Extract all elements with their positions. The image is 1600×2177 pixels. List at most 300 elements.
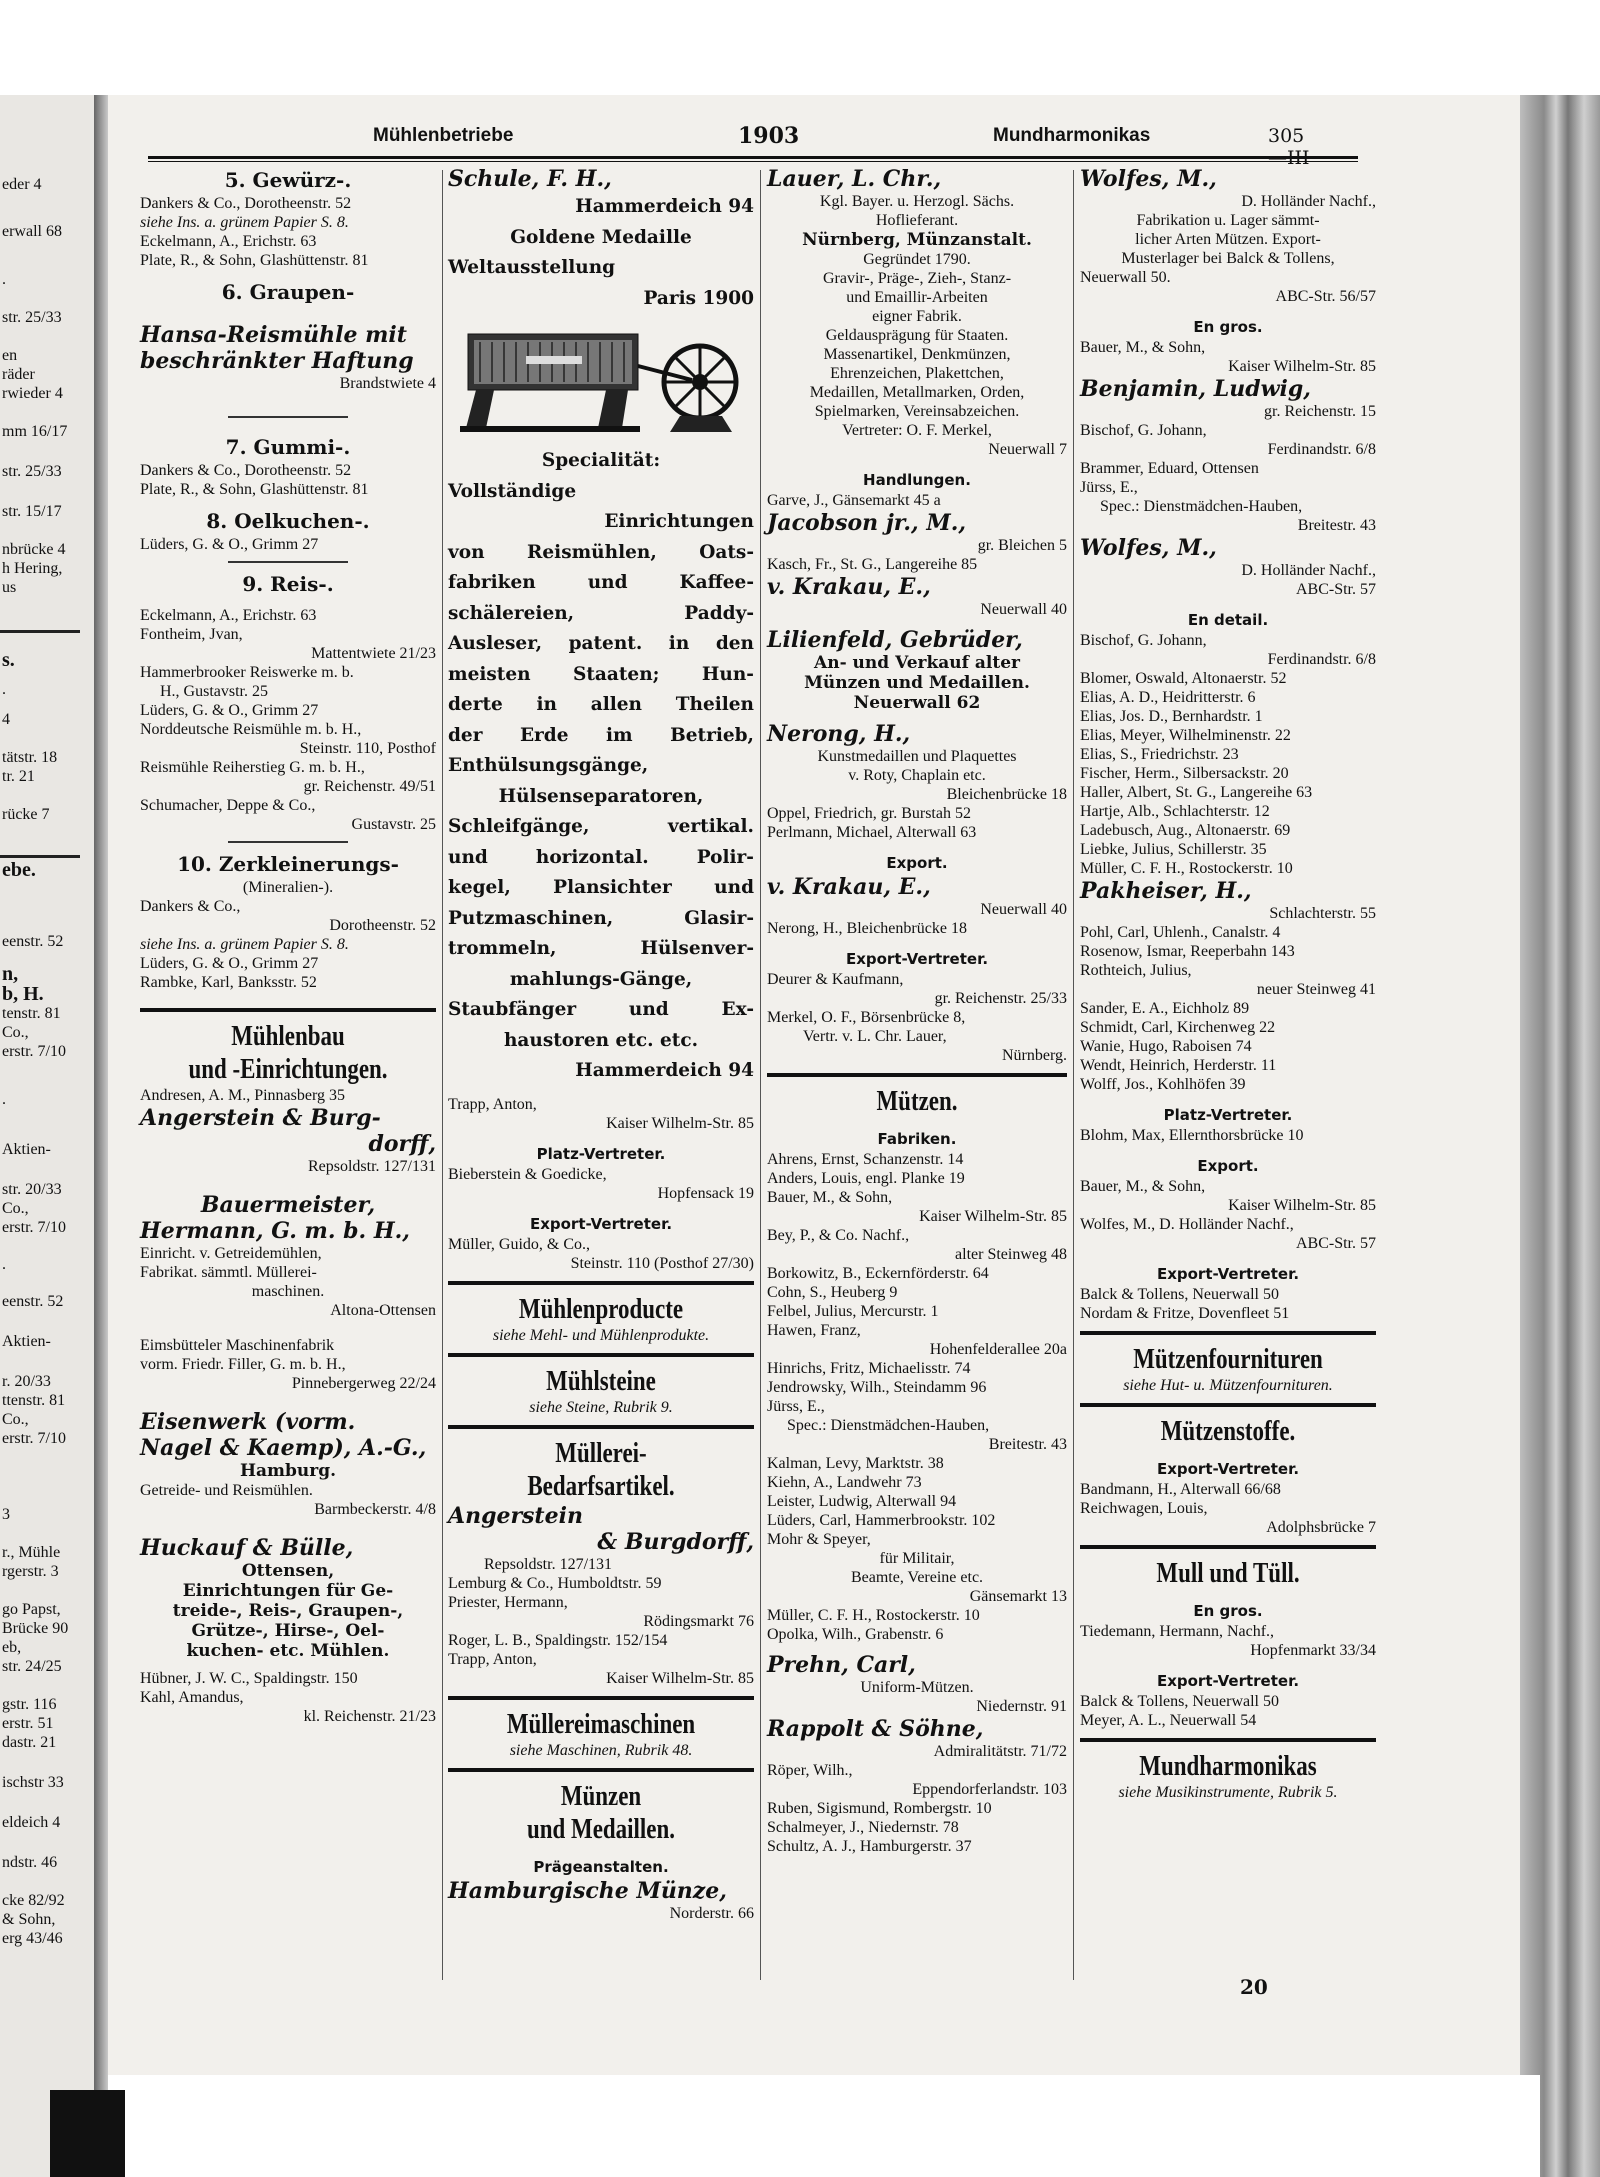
entry-line: Reismühle Reiherstieg G. m. b. H., [140,759,365,776]
entry-note: Musterlager bei Balck & Tollens, [1121,250,1335,267]
entry-address: Dorotheenstr. 52 [329,917,436,934]
entry-line: Priester, Hermann, [448,1593,568,1611]
advert-line: trommeln, Hülsenver- [448,938,754,959]
firm-name: & Burgdorff, [597,1528,754,1555]
previous-page-text: Aktien- [2,1333,51,1350]
spacer [140,598,436,606]
entry-line: Kahl, Amandus, [140,1689,244,1706]
column-2 [448,166,754,1923]
entry-line: Dankers & Co., Dorotheenstr. 52 [140,462,352,479]
firm-advert-line: Einrichtungen für Ge- [182,1581,394,1601]
firm-name: Benjamin, Ludwig, [1080,376,1311,402]
firm-advert-line: Nürnberg, Münzanstalt. [802,230,1032,250]
entry-address: gr. Reichenstr. 49/51 [303,778,436,795]
previous-page-text: . [2,1091,6,1108]
entry-line: Brammer, Eduard, Ottensen [1080,460,1259,477]
previous-page-text: 4 [2,711,10,728]
subsection-heading: Export-Vertreter. [1156,1672,1300,1690]
entry-line: Getreide- und Reismühlen. [140,1482,313,1499]
entry-line: Rosenow, Ismar, Reeperbahn 143 [1080,943,1295,960]
entry-line: Balck & Tollens, Neuerwall 50 [1080,1693,1279,1710]
previous-page-text: str. 25/33 [2,309,62,326]
entry-line: Hartje, Alb., Schlachterstr. 12 [1080,803,1270,820]
advert-line: von Reismühlen, Oats- [448,541,754,563]
subsection-heading: Export-Vertreter. [1156,1460,1300,1478]
rule [767,1073,1067,1077]
entry-line: Plate, R., & Sohn, Glashüttenstr. 81 [140,481,369,498]
entry-line: Bischof, G. Johann, [1080,632,1207,649]
subsection-heading: Export-Vertreter. [529,1214,673,1233]
previous-page-text: tenstr. 81 [2,1005,61,1022]
subsection-heading: Platz-Vertreter. [536,1144,666,1163]
entry-note: Gravir-, Präge-, Zieh-, Stanz- [822,270,1012,287]
firm-name: Prehn, Carl, [767,1652,916,1678]
entry-note: Hoflieferant. [875,212,959,229]
header-left: Mühlenbetriebe [373,125,514,146]
previous-page-text: s. [2,649,15,671]
cross-reference: siehe Ins. a. grünem Papier S. 8. [140,214,349,231]
page-fold [94,95,108,2177]
entry-line: Bandmann, H., Alterwall 66/68 [1080,1481,1281,1498]
entry-line: Bieberstein & Goedicke, [448,1165,607,1183]
entry-line: Kiehn, A., Landwehr 73 [767,1474,922,1491]
entry-line: Eimsbütteler Maschinenfabrik [140,1337,335,1354]
entry-address: gr. Reichenstr. 25/33 [934,990,1067,1007]
previous-page-text: erstr. 51 [2,1715,54,1732]
entry-line: Fontheim, Jvan, [140,626,243,643]
category-heading: Müllerei- [555,1437,647,1469]
entry-address: Rödingsmarkt 76 [643,1612,754,1630]
firm-name: v. Krakau, E., [767,574,931,600]
entry-note: Geldausprägung für Staaten. [825,327,1009,344]
previous-page-text: str. 15/17 [2,503,62,520]
entry-address: Ferdinandstr. 6/8 [1267,651,1376,668]
advert-line: Vollständige [448,480,577,502]
entry-address: ABC-Str. 56/57 [1275,288,1376,305]
entry-line: Mohr & Speyer, [767,1531,871,1548]
previous-page-text: erstr. 7/10 [2,1430,66,1447]
entry-line: Roger, L. B., Spaldingstr. 152/154 [448,1631,668,1649]
below-page-area [108,2075,1540,2177]
entry-line: Wendt, Heinrich, Herderstr. 11 [1080,1057,1277,1074]
entry-address: Breitestr. 43 [1297,517,1376,534]
entry-line: Perlmann, Michael, Alterwall 63 [767,824,977,841]
entry-address: Admiralitätstr. 71/72 [933,1743,1067,1760]
entry-address: kl. Reichenstr. 21/23 [303,1708,436,1725]
rule [228,416,348,418]
entry-line: Rothteich, Julius, [1080,962,1192,979]
column-divider [442,170,443,1980]
spacer [140,270,436,278]
entry-line: Lüders, Carl, Hammerbrookstr. 102 [767,1512,996,1529]
header-right: Mundharmonikas [993,125,1151,146]
advert-line: Ausleser, patent. in den [448,633,754,654]
entry-address: Schlachterstr. 55 [1269,905,1376,922]
entry-address: Kaiser Wilhelm-Str. 85 [606,1114,754,1132]
entry-line: Eckelmann, A., Erichstr. 63 [140,607,317,624]
entry-address: Hopfensack 19 [657,1184,754,1202]
previous-page-text: ischstr 33 [2,1774,64,1791]
advert-line: meisten Staaten; Hun- [448,663,754,685]
entry-line: Trapp, Anton, [448,1650,537,1668]
entry-address: Kaiser Wilhelm-Str. 85 [1228,1197,1376,1214]
category-heading: Mühlsteine [546,1365,656,1397]
advert-line: haustoren etc. etc. [503,1029,699,1051]
entry-line: Vertr. v. L. Chr. Lauer, [803,1028,947,1045]
entry-line: Lüders, G. & O., Grimm 27 [140,955,319,972]
cross-reference: siehe Hut- u. Mützenfournituren. [1123,1377,1333,1394]
entry-note: für Militair, [879,1550,955,1567]
category-heading: Mühlenbau [231,1021,345,1052]
firm-name: Bauermeister, [200,1192,376,1218]
entry-line: Blomer, Oswald, Altonaerstr. 52 [1080,670,1287,687]
entry-line: Felbel, Julius, Mercurstr. 1 [767,1303,939,1320]
entry-line: Plate, R., & Sohn, Glashüttenstr. 81 [140,252,369,269]
firm-name: Nagel & Kaemp), A.-G., [140,1435,427,1461]
category-heading: Mützenfournituren [1133,1344,1323,1375]
entry-line: Blohm, Max, Ellernthorsbrücke 10 [1080,1127,1304,1144]
entry-address: Brandstwiete 4 [339,375,436,392]
entry-address: Eppendorferlandstr. 103 [912,1781,1067,1798]
entry-note: Vertreter: O. F. Merkel, [842,422,992,439]
spacer [140,1661,436,1669]
rule [448,1353,754,1357]
entry-line: Meyer, A. L., Neuerwall 54 [1080,1712,1257,1729]
previous-page-text: erstr. 7/10 [2,1043,66,1060]
entry-line: Schultz, A. J., Hamburgerstr. 37 [767,1838,972,1855]
firm-name: Schule, F. H., [448,166,612,192]
section-heading: 10. Zerkleinerungs- [177,852,399,876]
advert-line: Hülsenseparatoren, [498,785,704,807]
firm-name: Pakheiser, H., [1080,878,1252,904]
subsection-heading: Fabriken. [877,1130,957,1148]
entry-address: Breitestr. 43 [988,1436,1067,1453]
entry-address: gr. Bleichen 5 [977,537,1067,554]
previous-page-text: erwall 68 [2,223,62,240]
entry-line: Bauer, M., & Sohn, [767,1189,893,1206]
previous-page-text: h Hering, [2,560,63,577]
category-heading: Müllereimaschinen [506,1708,696,1740]
previous-page-text: eder 4 [2,176,42,193]
entry-line: Pohl, Carl, Uhlenh., Canalstr. 4 [1080,924,1281,941]
previous-page-text: tätstr. 18 [2,749,58,766]
cross-reference: siehe Ins. a. grünem Papier S. 8. [140,936,349,953]
category-heading: Mühlenproducte [518,1293,684,1325]
advert-line: und horizontal. Polir- [448,846,754,868]
entry-line: Anders, Louis, engl. Planke 19 [767,1170,965,1187]
entry-address: Hohenfelderallee 20a [929,1341,1067,1358]
entry-line: Wolff, Jos., Kohlhöfen 39 [1080,1076,1246,1093]
entry-note: licher Arten Mützen. Export- [1135,231,1321,248]
previous-page-text: b, H. [2,983,44,1005]
cross-reference: siehe Mehl- und Mühlenprodukte. [492,1326,710,1344]
entry-line: Elias, Meyer, Wilhelminenstr. 22 [1080,727,1291,744]
advert-line: mahlungs-Gänge, [509,968,693,990]
firm-advert-line: Münzen und Medaillen. [804,673,1030,693]
entry-line: Wanie, Hugo, Raboisen 74 [1080,1038,1252,1055]
spacer [767,713,1067,721]
entry-line: Deurer & Kaufmann, [767,971,904,988]
entry-line: Kasch, Fr., St. G., Langereihe 85 [767,556,978,573]
advert-line: schälereien, Paddy- [448,602,754,624]
entry-line: Norddeutsche Reismühle m. b. H., [140,721,362,738]
page-header [148,125,1321,155]
previous-page-text: ndstr. 46 [2,1854,58,1871]
column-divider [1073,170,1074,1980]
entry-line: Sander, E. A., Eichholz 89 [1080,1000,1250,1017]
rule [228,841,348,843]
entry-line: Lüders, G. & O., Grimm 27 [140,536,319,553]
previous-page-text: Co., [2,1411,29,1428]
firm-advert-line: Grütze-, Hirse-, Oel- [191,1621,385,1641]
entry-line: Wolfes, M., D. Holländer Nachf., [1080,1216,1294,1233]
cross-reference: siehe Steine, Rubrik 9. [529,1398,673,1416]
entry-address: Nürnberg. [1001,1047,1067,1064]
entry-address: D. Holländer Nachf., [1241,562,1376,579]
entry-line: Cohn, S., Heuberg 9 [767,1284,898,1301]
entry-line: Hammerbrooker Reiswerke m. b. [140,664,354,681]
spacer [140,306,436,322]
advert-line: Weltausstellung [448,257,616,278]
rule [448,1696,754,1700]
advert-line: fabriken und Kaffee- [448,572,754,593]
entry-line: Nerong, H., Bleichenbrücke 18 [767,920,967,937]
entry-address: Niedernstr. 91 [976,1698,1067,1715]
previous-page-text: . [2,271,6,288]
entry-note: Medaillen, Metallmarken, Orden, [809,384,1025,401]
firm-name: Wolfes, M., [1080,166,1217,192]
category-heading: Mützenstoffe. [1160,1416,1296,1447]
entry-note: Spielmarken, Vereinsabzeichen. [814,403,1020,420]
entry-address: Mattentwiete 21/23 [311,645,436,662]
firm-name: Jacobson jr., M., [767,510,967,536]
advert-line: Goldene Medaille [510,226,692,248]
spacer [140,1176,436,1192]
entry-note: Gegründet 1790. [863,251,971,268]
advert-line: Enthülsungsgänge, [448,755,649,776]
advert-line: Staubfänger und Ex- [448,999,754,1020]
entry-line: Dankers & Co., Dorotheenstr. 52 [140,195,352,212]
entry-address: gr. Reichenstr. 15 [1264,403,1376,420]
entry-line: Tiedemann, Hermann, Nachf., [1080,1623,1275,1640]
spacer [767,619,1067,627]
entry-line: Oppel, Friedrich, gr. Burstah 52 [767,805,971,822]
scan-shadow [50,2090,125,2177]
advert-line: Hammerdeich 94 [575,1060,754,1081]
firm-advert-line: An- und Verkauf alter [814,653,1020,673]
cross-reference: siehe Musikinstrumente, Rubrik 5. [1118,1784,1338,1801]
previous-page-text: Co., [2,1024,29,1041]
previous-page-text: eenstr. 52 [2,933,64,950]
spacer [140,393,436,409]
entry-line: Bey, P., & Co. Nachf., [767,1227,910,1244]
spacer [448,1087,754,1095]
entry-address: Neuerwall 40 [980,601,1067,618]
header-rule-thin [148,161,1358,162]
entry-line: H., Gustavstr. 25 [160,683,268,700]
entry-note: eigner Fabrik. [872,308,962,325]
entry-line: Leister, Ludwig, Alterwall 94 [767,1493,957,1510]
entry-note: Uniform-Mützen. [860,1679,974,1696]
entry-address: alter Steinweg 48 [955,1246,1067,1263]
previous-page-text: Aktien- [2,1141,51,1158]
entry-line: Schmidt, Carl, Kirchenweg 22 [1080,1019,1276,1036]
entry-line: Bauer, M., & Sohn, [1080,1178,1206,1195]
category-heading: Mundharmonikas [1139,1751,1317,1782]
firm-name: Nerong, H., [767,721,911,747]
previous-page-text: Co., [2,1200,29,1217]
rule [1080,1545,1376,1549]
advert-line: Specialität: [541,450,661,471]
section-heading: 7. Gummi-. [225,435,351,459]
subsection-heading: Export. [1197,1157,1259,1175]
entry-line: Müller, Guido, & Co., [448,1235,591,1253]
firm-name: Eisenwerk (vorm. [140,1409,356,1435]
subsection-heading: Export-Vertreter. [1156,1265,1300,1283]
entry-line: Müller, C. F. H., Rostockerstr. 10 [1080,860,1293,877]
entry-line: Jürss, E., [767,1398,825,1415]
spacer [767,1644,1067,1652]
entry-line: Hübner, J. W. C., Spaldingstr. 150 [140,1670,358,1687]
entry-address: neuer Steinweg 41 [1256,981,1376,998]
subsection-heading: Export. [886,854,948,872]
subsection-heading: En gros. [1193,318,1263,336]
previous-page-text: go Papst, [2,1601,61,1618]
rule [448,1768,754,1772]
entry-line: Jürss, E., [1080,479,1138,496]
spacer [140,1320,436,1336]
entry-note: Fabrikation u. Lager sämmt- [1136,212,1320,229]
previous-page-text: mm 16/17 [2,423,68,440]
firm-name: Wolfes, M., [1080,535,1217,561]
section-heading: 8. Oelkuchen-. [206,509,370,533]
previous-page-text: en [2,347,18,364]
entry-line: Merkel, O. F., Börsenbrücke 8, [767,1009,966,1026]
entry-address: Norderstr. 66 [669,1904,754,1922]
entry-address: Steinstr. 110 (Posthof 27/30) [570,1254,754,1272]
entry-note: und Emaillir-Arbeiten [846,289,988,306]
rule [1080,1403,1376,1407]
column-4 [1080,166,1376,1802]
entry-line: Elias, S., Friedrichstr. 23 [1080,746,1239,763]
firm-advert-line: Hamburg. [239,1461,337,1481]
entry-line: Lemburg & Co., Humboldtstr. 59 [448,1574,662,1592]
category-heading: und Medaillen. [526,1813,675,1845]
entry-line: Bauer, M., & Sohn, [1080,339,1206,356]
entry-line: Müller, C. F. H., Rostockerstr. 10 [767,1607,980,1624]
entry-note: Ehrenzeichen, Plakettchen, [830,365,1004,382]
entry-line: Bischof, G. Johann, [1080,422,1207,439]
subsection-heading: Prägeanstalten. [533,1857,669,1876]
subsection-heading: Handlungen. [863,471,971,489]
previous-page-text: cke 82/92 [2,1892,65,1909]
entry-note: maschinen. [251,1283,325,1300]
entry-line: Kalman, Levy, Marktstr. 38 [767,1455,944,1472]
entry-line: Balck & Tollens, Neuerwall 50 [1080,1286,1279,1303]
entry-line: Ruben, Sigismund, Rombergstr. 10 [767,1800,992,1817]
previous-page-text: nbrücke 4 [2,541,66,558]
entry-address: Altona-Ottensen [330,1302,436,1319]
previous-page-text: erg 43/46 [2,1930,63,1947]
previous-page-text: gstr. 116 [2,1696,57,1713]
entry-line: Rambke, Karl, Banksstr. 52 [140,974,317,991]
previous-page-text: str. 24/25 [2,1658,62,1675]
entry-line: Lüders, G. & O., Grimm 27 [140,702,319,719]
previous-page-rule [0,855,80,858]
entry-address: Hopfenmarkt 33/34 [1250,1642,1376,1659]
entry-line: Trapp, Anton, [448,1095,537,1113]
entry-note: v. Roty, Chaplain etc. [848,767,986,784]
entry-line: Elias, A. D., Heidritterstr. 6 [1080,689,1256,706]
spacer [140,425,436,433]
spacer [140,1393,436,1409]
entry-line: Spec.: Dienstmädchen-Hauben, [787,1417,990,1434]
advert-line: Hammerdeich 94 [575,196,754,217]
entry-line: Fabrikat. sämmtl. Müllerei- [140,1264,317,1281]
entry-line: Jendrowsky, Wilh., Steindamm 96 [767,1379,987,1396]
advert-line: Schleifgänge, vertikal. [448,816,754,837]
previous-page-text: räder [2,366,35,383]
rule [448,1425,754,1429]
column-3 [767,166,1067,1856]
previous-page-text: ttenstr. 81 [2,1392,66,1409]
entry-line: Ladebusch, Aug., Altonaerstr. 69 [1080,822,1291,839]
category-heading: Münzen [560,1780,642,1812]
firm-name: Hamburgische Münze, [448,1877,727,1904]
firm-name: Lilienfeld, Gebrüder, [767,627,1023,653]
entry-note: Beamte, Vereine etc. [850,1569,984,1586]
entry-address: Pinnebergerweg 22/24 [291,1375,436,1392]
entry-line: Dankers & Co., [140,898,241,915]
previous-page-text: str. 25/33 [2,463,62,480]
firm-name: Rappolt & Söhne, [767,1716,984,1742]
book-edge [1520,95,1600,2177]
spacer [140,992,436,1000]
previous-page-text: ebe. [2,859,36,881]
section-heading: 5. Gewürz-. [224,168,352,192]
firm-name: Angerstein [448,1502,583,1529]
previous-page-rule [0,630,80,633]
entry-address: Neuerwall 40 [980,901,1067,918]
entry-note: (Mineralien-). [242,879,334,896]
category-heading: Mull und Tüll. [1156,1558,1300,1589]
firm-name: Lauer, L. Chr., [767,166,942,192]
firm-name: dorff, [368,1131,436,1157]
previous-page-text: rgerstr. 3 [2,1563,59,1580]
previous-page-text: 3 [2,1506,10,1523]
entry-line: Eckelmann, A., Erichstr. 63 [140,233,317,250]
entry-line: Andresen, A. M., Pinnasberg 35 [140,1087,346,1104]
advert-line: der Erde im Betrieb, [448,724,754,746]
rule [1080,1738,1376,1742]
column-1 [140,166,436,1726]
category-heading: Mützen. [876,1086,958,1117]
previous-page-text: eb, [2,1639,22,1656]
entry-line: Schumacher, Deppe & Co., [140,797,316,814]
firm-advert-line: Neuerwall 62 [853,693,981,713]
previous-page-text: Brücke 90 [2,1620,69,1637]
firm-advert-line: kuchen- etc. Mühlen. [186,1641,390,1661]
previous-page-text: dastr. 21 [2,1734,57,1751]
advert-line: kegel, Plansichter und [448,877,754,898]
spacer [140,499,436,507]
rule [228,561,348,563]
firm-name: Angerstein & Burg- [140,1105,381,1131]
cross-reference: siehe Maschinen, Rubrik 48. [509,1741,693,1759]
entry-line: Einricht. v. Getreidemühlen, [140,1245,322,1262]
section-heading: 9. Reis-. [242,572,334,596]
previous-page-text: & Sohn, [2,1911,56,1928]
